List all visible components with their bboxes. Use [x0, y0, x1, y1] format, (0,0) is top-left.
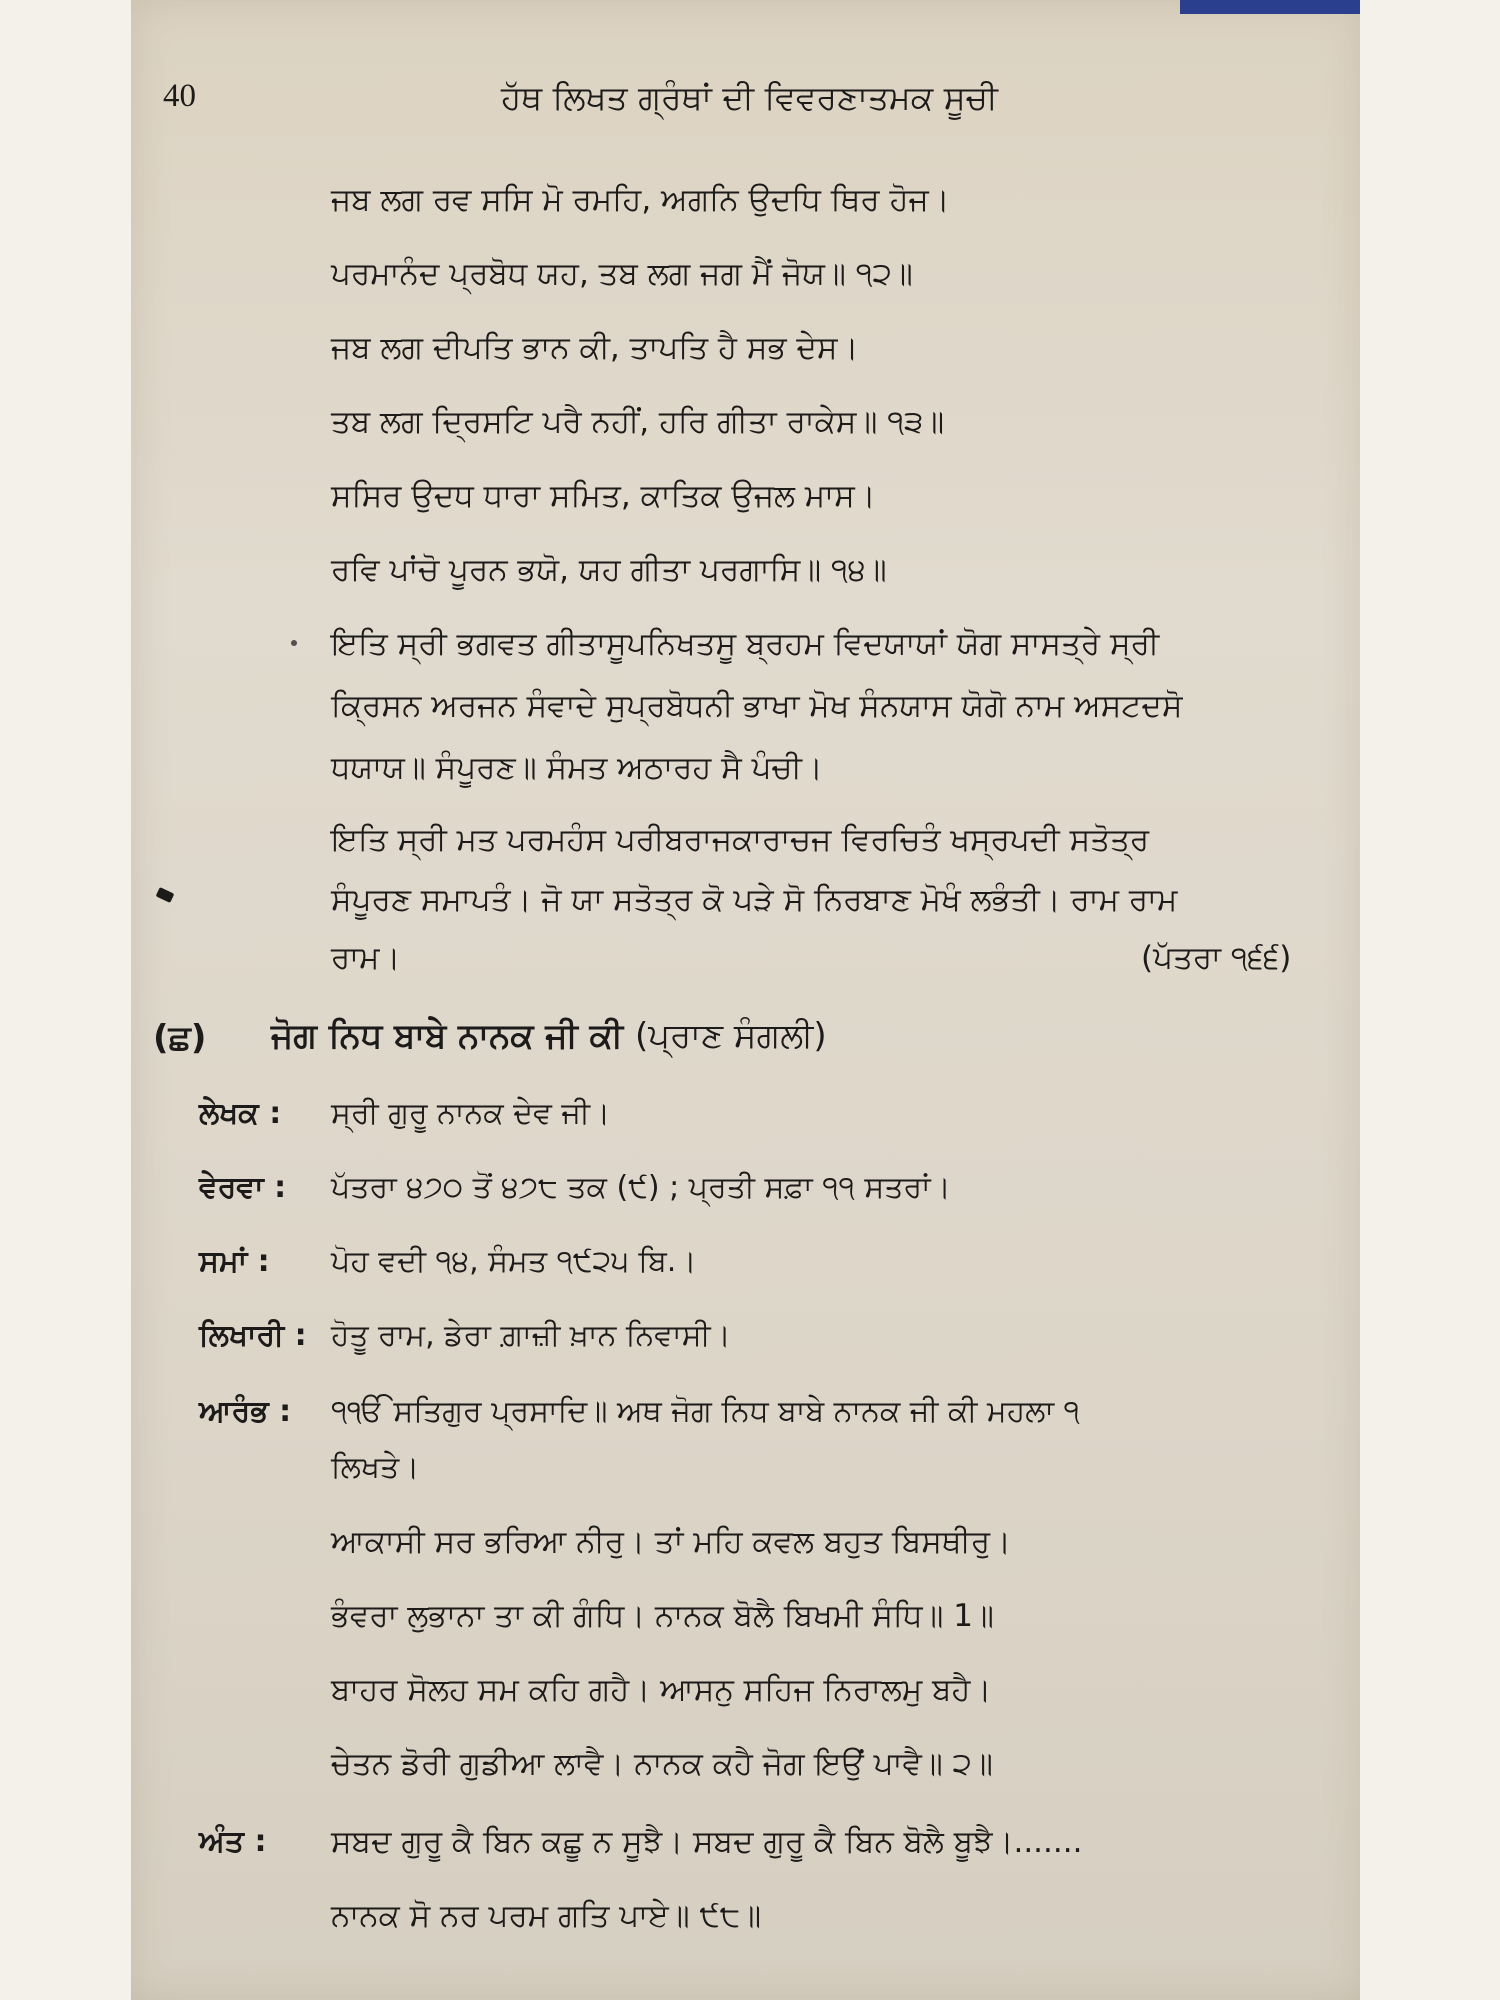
colophon-line: ਇਤਿ ਸ੍ਰੀ ਭਗਵਤ ਗੀਤਾਸੂਪਨਿਖਤਸੂ ਬ੍ਰਹਮ ਵਿਦਯਾਯਾਂ ਯੋਗ ਸਾਸਤ੍ਰੇ ਸ੍ਰੀ [331, 626, 1160, 662]
start-verse-line: ਆਕਾਸੀ ਸਰ ਭਰਿਆ ਨੀਰੁ। ਤਾਂ ਮਹਿ ਕਵਲ ਬਹੁਤ ਬਿਸਥੀਰੁ। [331, 1524, 1011, 1560]
bullet-dot [291, 640, 297, 646]
section-title-text: ਜੋਗ ਨਿਧ ਬਾਬੇ ਨਾਨਕ ਜੀ ਕੀ [271, 1016, 624, 1056]
time-label: ਸਮਾਂ : [199, 1244, 270, 1279]
time-value: ਪੋਹ ਵਦੀ ੧੪, ਸੰਮਤ ੧੯੨੫ ਬਿ.। [331, 1244, 697, 1279]
start-value: ੧ੴ ਸਤਿਗੁਰ ਪ੍ਰਸਾਦਿ॥ ਅਥ ਜੋਗ ਨਿਧ ਬਾਬੇ ਨਾਨਕ ਜੀ ਕੀ ਮਹਲਾ ੧ [331, 1394, 1080, 1429]
end-verse-line: ਸਬਦ ਗੁਰੂ ਕੈ ਬਿਨ ਕਛੂ ਨ ਸੂਝੈ। ਸਬਦ ਗੁਰੂ ਕੈ ਬਿਨ ਬੋਲੈ ਬੂਝੈ।....... [331, 1824, 1083, 1860]
start-label: ਆਰੰਭ : [199, 1394, 292, 1429]
ink-mark [156, 887, 175, 903]
start-verse-line: ਭੰਵਰਾ ਲੁਭਾਨਾ ਤਾ ਕੀ ਗੰਧਿ। ਨਾਨਕ ਬੋਲੈ ਬਿਖਮੀ ਸੰਧਿ॥ 1॥ [331, 1598, 994, 1634]
verse-line: ਸਸਿਰ ਉਦਧ ਧਾਰਾ ਸਮਿਤ, ਕਾਤਿਕ ਉਜਲ ਮਾਸ। [331, 478, 876, 514]
end-verse-line: ਨਾਨਕ ਸੋ ਨਰ ਪਰਮ ਗਤਿ ਪਾਏ॥ ੯੮॥ [331, 1898, 762, 1934]
colophon-line: ਸੰਪੂਰਣ ਸਮਾਪਤੰ। ਜੋ ਯਾ ਸਤੋਤ੍ਰ ਕੋ ਪੜੇ ਸੋ ਨਿਰਬਾਣ ਮੋਖੰ ਲਭੰਤੀ। ਰਾਮ ਰਾਮ [331, 882, 1178, 918]
scribe-label: ਲਿਖਾਰੀ : [199, 1318, 307, 1353]
colophon-line: ਇਤਿ ਸ੍ਰੀ ਮਤ ਪਰਮਹੰਸ ਪਰੀਬਰਾਜਕਾਰਾਚਜ ਵਿਰਚਿਤੰ ਖਸ੍ਰਪਦੀ ਸਤੋਤ੍ਰ [331, 822, 1150, 858]
page-title: ਹੱਥ ਲਿਖਤ ਗ੍ਰੰਥਾਂ ਦੀ ਵਿਵਰਣਾਤਮਕ ਸੂਚੀ [501, 78, 998, 117]
start-value-cont: ਲਿਖਤੇ। [331, 1450, 420, 1485]
colophon-line: ਰਾਮ। [331, 940, 401, 976]
verse-line: ਜਬ ਲਗ ਰਵ ਸਸਿ ਮੋ ਰਮਹਿ, ਅਗਨਿ ਉਦਧਿ ਥਿਰ ਹੋਜ। [331, 182, 950, 218]
page-number: 40 [163, 78, 196, 114]
details-label: ਵੇਰਵਾ : [199, 1170, 287, 1205]
author-value: ਸ੍ਰੀ ਗੁਰੂ ਨਾਨਕ ਦੇਵ ਜੀ। [331, 1096, 611, 1131]
verse-line: ਜਬ ਲਗ ਦੀਪਤਿ ਭਾਨ ਕੀ, ਤਾਪਤਿ ਹੈ ਸਭ ਦੇਸ। [331, 330, 859, 366]
page [131, 0, 1360, 2000]
section-title-paren: (ਪ੍ਰਾਣ ਸੰਗਲੀ) [634, 1016, 827, 1056]
folio-reference: (ਪੱਤਰਾ ੧੬੬) [1141, 940, 1292, 976]
start-verse-line: ਬਾਹਰ ਸੋਲਹ ਸਮ ਕਹਿ ਗਹੈ। ਆਸਨੁ ਸਹਿਜ ਨਿਰਾਲਮੁ ਬਹੈ। [331, 1672, 992, 1708]
scribe-value: ਹੋਤੂ ਰਾਮ, ਡੇਰਾ ਗ਼ਾਜ਼ੀ ਖ਼ਾਨ ਨਿਵਾਸੀ। [331, 1318, 731, 1353]
author-label: ਲੇਖਕ : [199, 1096, 282, 1131]
verse-line: ਪਰਮਾਨੰਦ ਪ੍ਰਬੋਧ ਯਹ, ਤਬ ਲਗ ਜਗ ਮੈਂ ਜੋਯ॥ ੧੨॥ [331, 256, 913, 292]
colophon-line: ਕ੍ਰਿਸਨ ਅਰਜਨ ਸੰਵਾਦੇ ਸੁਪ੍ਰਬੋਧਨੀ ਭਾਖਾ ਮੋਖ ਸੰਨਯਾਸ ਯੋਗੋ ਨਾਮ ਅਸਟਦਸੋ [331, 688, 1183, 724]
colophon-line: ਧਯਾਯ॥ ਸੰਪੂਰਣ॥ ਸੰਮਤ ਅਠਾਰਹ ਸੈ ਪੰਚੀ। [331, 750, 823, 786]
section-marker: (ਛ) [153, 1018, 207, 1058]
start-verse-line: ਚੇਤਨ ਡੋਰੀ ਗੁਡੀਆ ਲਾਵੈ। ਨਾਨਕ ਕਹੈ ਜੋਗ ਇਉਂ ਪਾਵੈ॥ ੨॥ [331, 1746, 993, 1782]
page-edge-band [1180, 0, 1360, 14]
details-value: ਪੱਤਰਾ ੪੭੦ ਤੋਂ ੪੭੮ ਤਕ (੯) ; ਪ੍ਰਤੀ ਸਫ਼ਾ ੧੧ ਸਤਰਾਂ। [331, 1170, 951, 1205]
verse-line: ਤਬ ਲਗ ਦ੍ਰਿਸਟਿ ਪਰੈ ਨਹੀਂ, ਹਰਿ ਗੀਤਾ ਰਾਕੇਸ॥ ੧੩॥ [331, 404, 945, 440]
end-label: ਅੰਤ : [199, 1824, 267, 1859]
verse-line: ਰਵਿ ਪਾਂਚੋ ਪੂਰਨ ਭਯੋ, ਯਹ ਗੀਤਾ ਪਰਗਾਸਿ॥ ੧੪॥ [331, 552, 887, 588]
section-title [271, 1016, 827, 1056]
